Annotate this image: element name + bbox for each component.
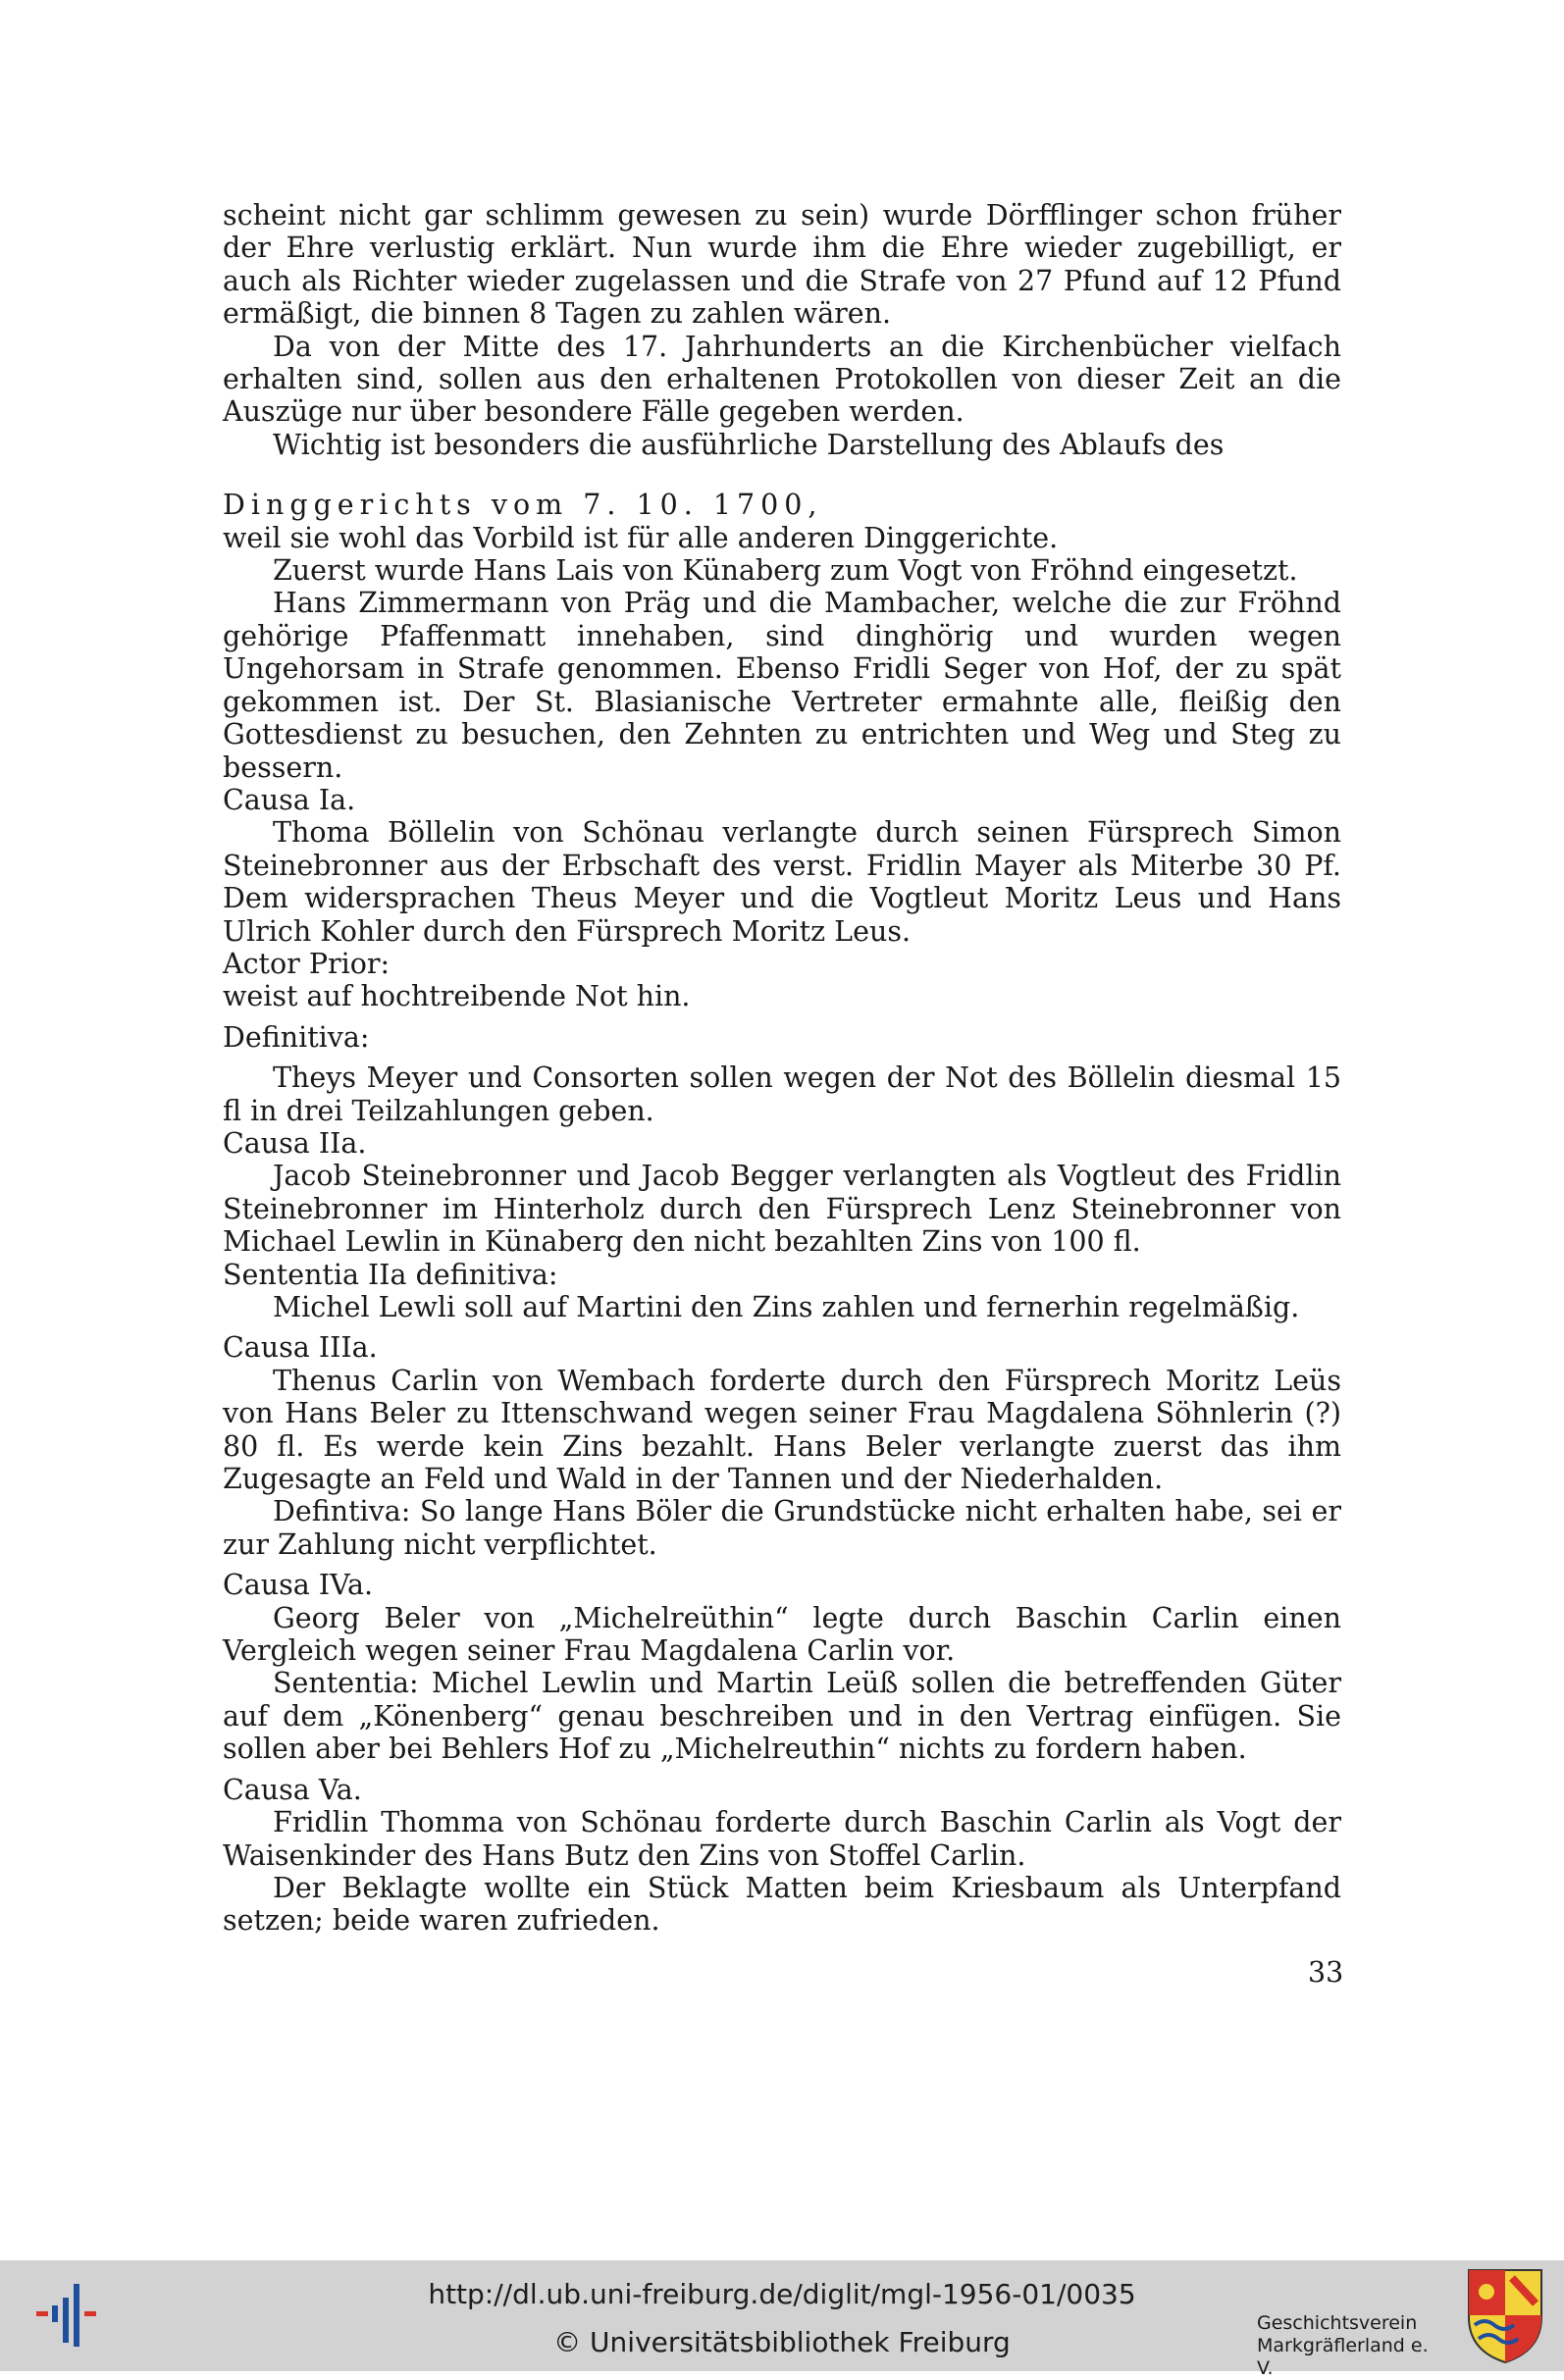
text-paragraph: Causa IIa. (223, 1126, 367, 1160)
text-paragraph: Zuerst wurde Hans Lais von Künaberg zum Vogt von Fröhnd eingesetzt. (273, 554, 1298, 588)
text-paragraph: scheint nicht gar schlimm gewesen zu sein) wurde Dörfflinger schon früher der Ehre verlustig erklärt. Nun wurde ihm die Ehre wieder zugebilligt, er auch als Richter wieder zugelassen und die Strafe von 27 Pfund auf 12 Pfund ermäßigt, die binnen 8 Tagen zu zahlen wären. (223, 199, 1341, 331)
text-paragraph: weist auf hochtreibende Not hin. (223, 980, 691, 1013)
page-number: 33 (1308, 1956, 1344, 1989)
text-paragraph: weil sie wohl das Vorbild ist für alle anderen Dinggerichte. (223, 521, 1059, 554)
text-paragraph: Thoma Böllelin von Schönau verlangte durch seinen Fürsprech Simon Steinebronner aus der Erbschaft des verst. Fridlin Mayer als Miterbe 30 Pf. Dem widersprachen Theus Meyer und die Vogtleut Moritz Leus und Hans Ulrich Kohler durch den Fürsprech Moritz Leus. (223, 816, 1341, 948)
text-paragraph: Georg Beler von „Michelreüthin“ legte durch Baschin Carlin einen Vergleich wegen seiner Frau Magdalena Carlin vor. (223, 1601, 1341, 1668)
text-paragraph: Hans Zimmermann von Präg und die Mambacher, welche die zur Fröhnd gehörige Pfaffenmatt innehaben, sind dinghörig und wurden wegen Ungehorsam in Strafe genommen. Ebenso Fridli Seger von Hof, der zu spät gekommen ist. Der St. Blasianische Vertreter ermahnte alle, fleißig den Gottesdienst zu besuchen, den Zehnten zu entrichten und Weg und Steg zu bessern. (223, 587, 1341, 784)
text-paragraph: Causa Va. (223, 1773, 362, 1806)
text-paragraph: Defintiva: So lange Hans Böler die Grundstücke nicht erhalten habe, sei er zur Zahlung nicht verpflichtet. (223, 1495, 1341, 1561)
text-paragraph: Jacob Steinebronner und Jacob Begger verlangten als Vogtleut des Fridlin Steinebronner im Hinterholz durch den Fürsprech Lenz Steinebronner von Michael Lewlin in Künaberg den nicht bezahlten Zins von 100 fl. (223, 1160, 1341, 1259)
footer-copyright: © Universitätsbibliothek Freiburg (553, 2326, 1011, 2358)
text-paragraph: Der Beklagte wollte ein Stück Matten beim Kriesbaum als Unterpfand setzen; beide waren zufrieden. (223, 1871, 1341, 1938)
text-paragraph: Theys Meyer und Consorten sollen wegen der Not des Böllelin diesmal 15 fl in drei Teilzahlungen geben. (223, 1061, 1341, 1127)
footer-url-link[interactable]: http://dl.ub.uni-freiburg.de/diglit/mgl-1956-01/0035 (428, 2278, 1136, 2310)
text-paragraph: Fridlin Thomma von Schönau forderte durch Baschin Carlin als Vogt der Waisenkinder des Hans Butz den Zins von Stoffel Carlin. (223, 1806, 1341, 1872)
text-paragraph: Wichtig ist besonders die ausführliche Darstellung des Ablaufs des (273, 428, 1225, 461)
text-paragraph: Sententia: Michel Lewlin und Martin Leüß sollen die betreffenden Güter auf dem „Könenberg“ genau beschreiben und in den Vertrag einfügen. Sie sollen aber bei Behlers Hof zu „Michelreuthin“ nichts zu fordern haben. (223, 1667, 1341, 1766)
text-paragraph: Causa IIIa. (223, 1331, 378, 1365)
text-paragraph: Actor Prior: (223, 947, 391, 980)
society-name (1257, 2312, 1434, 2380)
text-paragraph: Definitiva: (223, 1020, 370, 1054)
text-paragraph: Dinggerichts vom 7. 10. 1700, (223, 489, 823, 522)
coat-of-arms-icon (1465, 2266, 1545, 2364)
text-paragraph: Causa IVa. (223, 1569, 374, 1602)
text-paragraph: Sententia IIa definitiva: (223, 1258, 558, 1291)
body-text (223, 199, 1341, 1938)
text-paragraph: Da von der Mitte des 17. Jahrhunderts an die Kirchenbücher vielfach erhalten sind, sollen aus den erhaltenen Protokollen von dieser Zeit an die Auszüge nur über besondere Fälle gegeben werden. (223, 330, 1341, 429)
text-paragraph: Thenus Carlin von Wembach forderte durch den Fürsprech Moritz Leüs von Hans Beler zu Ittenschwand wegen seiner Frau Magdalena Söhnlerin (?) 80 fl. Es werde kein Zins bezahlt. Hans Beler verlangte zuerst das ihm Zugesagte an Feld und Wald in der Tannen und der Niederhalden. (223, 1364, 1341, 1496)
society-name-line2: Markgräflerland e. V. (1257, 2335, 1429, 2379)
society-name-line1: Geschichtsverein (1257, 2312, 1418, 2334)
text-paragraph: Michel Lewli soll auf Martini den Zins zahlen und fernerhin regelmäßig. (273, 1291, 1300, 1323)
footer-bar (0, 2260, 1564, 2379)
text-paragraph: Causa Ia. (223, 783, 356, 816)
